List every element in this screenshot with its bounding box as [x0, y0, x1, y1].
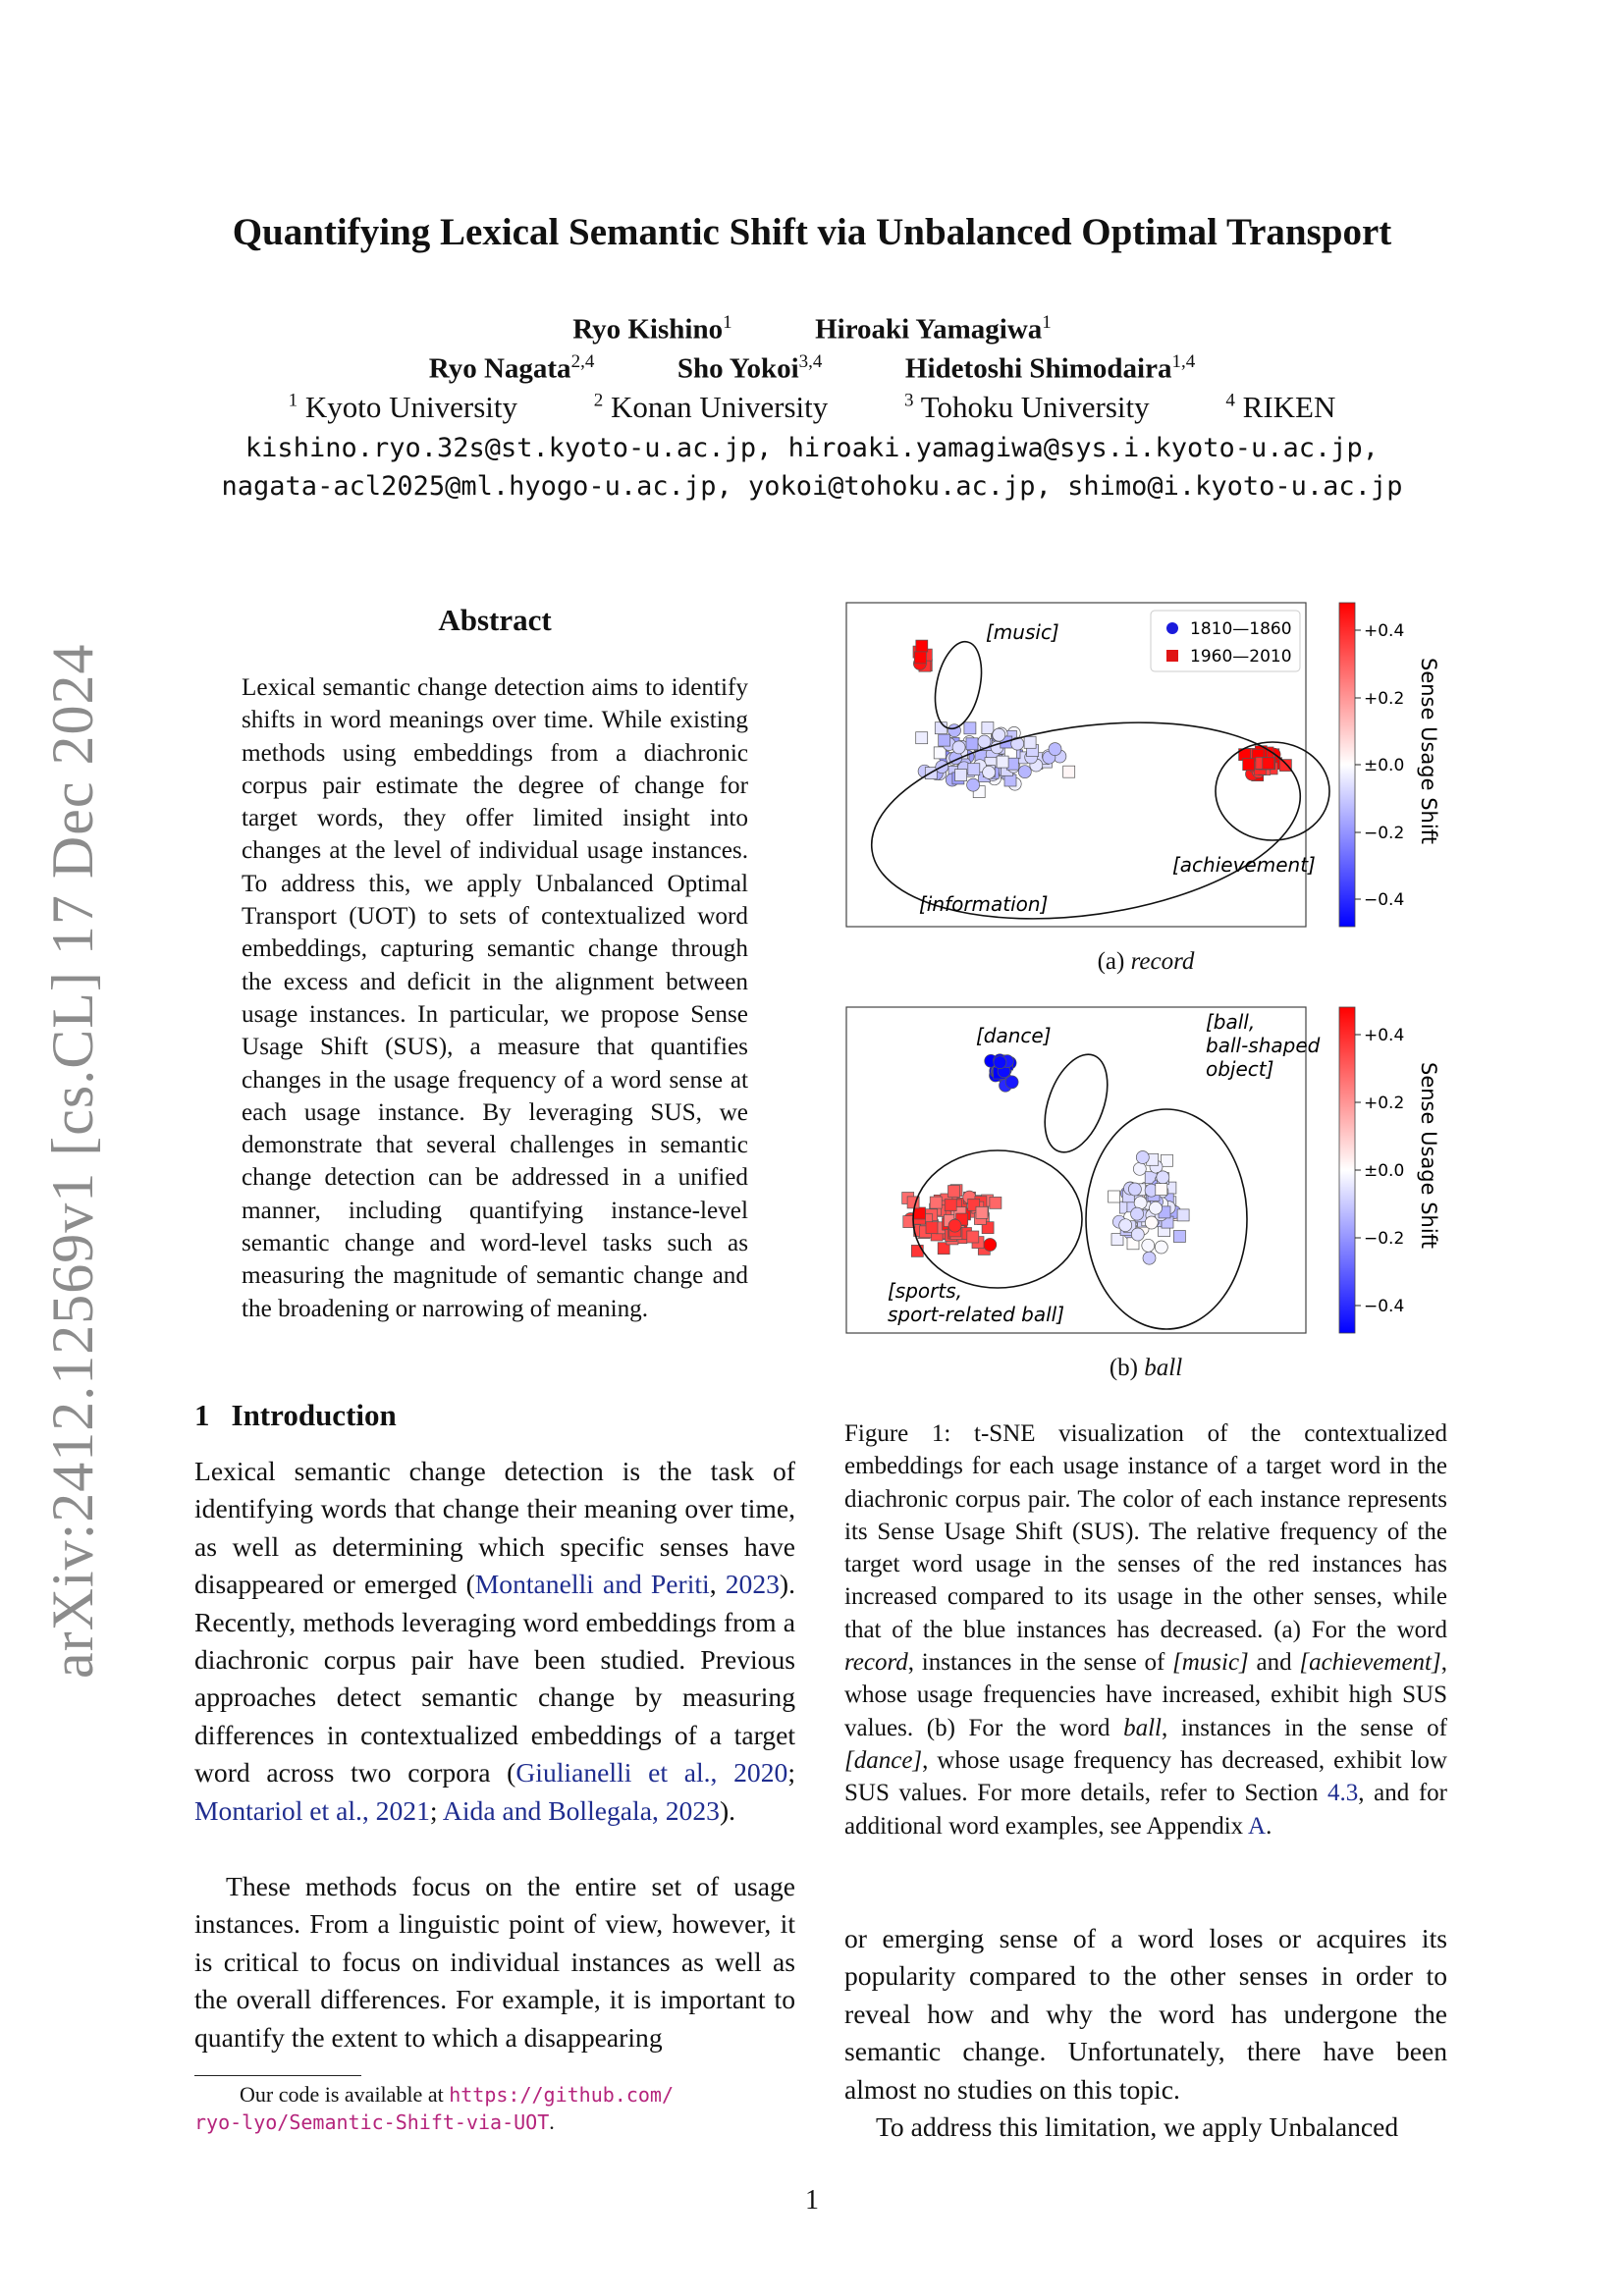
- point-square: [934, 747, 946, 759]
- point-circle: [1136, 1151, 1149, 1164]
- author-row-1: [0, 312, 1624, 347]
- email-link[interactable]: shimo@i.kyoto-u.ac.jp: [1067, 471, 1403, 502]
- intro-paragraph-2: [194, 1868, 795, 2056]
- footnote-end: .: [549, 2109, 555, 2134]
- cluster-label-line: sport-related ball]: [888, 1303, 1065, 1326]
- cluster-label: [information]: [919, 892, 1049, 916]
- arxiv-identifier: arXiv:2412.12569v1 [cs.CL] 17 Dec 2024: [40, 643, 105, 1679]
- legend-label: 1810—1860: [1190, 619, 1292, 639]
- point-square: [955, 770, 967, 781]
- point-square: [1162, 1154, 1173, 1166]
- point-square: [967, 1231, 979, 1243]
- code-link[interactable]: https://github.com/: [449, 2083, 674, 2107]
- point-circle: [1049, 743, 1061, 756]
- affiliation-number: 2: [593, 390, 604, 411]
- point-square: [1024, 736, 1036, 748]
- caption-text: and: [1248, 1649, 1300, 1677]
- point-square: [968, 764, 980, 775]
- author-affiliation-mark: 1,4: [1171, 351, 1196, 372]
- code-link[interactable]: ryo-lyo/Semantic-Shift-via-UOT: [194, 2110, 550, 2134]
- subfigure-caption-b: [844, 1355, 1447, 1382]
- email-link[interactable]: yokoi@tohoku.ac.jp: [747, 471, 1036, 502]
- email-line-1: kishino.ryo.32s@st.kyoto-u.ac.jp, hiroaki.yamagiwa@sys.i.kyoto-u.ac.jp,: [244, 433, 1380, 463]
- caption-text: , and for additional word examples, see Appendix: [844, 1780, 1448, 1840]
- caption-word: ball: [1123, 1714, 1162, 1741]
- point-square: [930, 1197, 942, 1208]
- body-text: These methods focus on the entire set of usage instances. From a linguistic point of view, however, it is critical to focus on individual instances as well as the overall differences. For example, it is important to quantify the extent to which a disappearing: [194, 1871, 795, 2053]
- point-circle: [1131, 1207, 1144, 1220]
- appendix-link[interactable]: A: [1248, 1812, 1267, 1840]
- paper-title: Quantifying Lexical Semantic Shift via Unbalanced Optimal Transport: [232, 211, 1392, 253]
- legend-label: 1960—2010: [1190, 647, 1292, 667]
- point-square: [926, 1222, 938, 1234]
- point-circle: [952, 741, 965, 754]
- point-circle: [1143, 1252, 1156, 1264]
- cluster-label: [achievement]: [1172, 853, 1316, 877]
- point-square: [966, 738, 978, 750]
- affiliation-name: Konan University: [611, 390, 829, 424]
- point-circle: [1142, 1239, 1155, 1252]
- citation-link[interactable]: Aida and Bollegala, 2023: [442, 1794, 720, 1826]
- citation-link[interactable]: Montariol et al., 2021: [194, 1794, 430, 1826]
- cluster-outline-sports: [913, 1150, 1082, 1288]
- point-circle: [1133, 1162, 1146, 1175]
- point-square: [976, 1206, 988, 1218]
- point-square: [916, 732, 928, 744]
- point-square: [1243, 759, 1255, 771]
- colorbar-tick-label: −0.4: [1364, 890, 1405, 910]
- abstract-heading: Abstract: [438, 603, 552, 637]
- colorbar-ticks: [1355, 621, 1404, 910]
- footnote-rule: [194, 2075, 361, 2076]
- point-square: [1156, 1184, 1167, 1196]
- point-square: [948, 1186, 960, 1198]
- colorbar-tick-label: ±0.0: [1364, 1161, 1405, 1181]
- legend-marker-square: [1166, 650, 1178, 662]
- point-circle: [994, 1056, 1006, 1069]
- point-square: [935, 722, 947, 734]
- subfigure-label: (a): [1097, 948, 1125, 975]
- subfigure-label: (b): [1109, 1355, 1138, 1381]
- point-square: [964, 722, 976, 734]
- cluster-outline-music: [928, 637, 989, 732]
- section-link[interactable]: 4.3: [1327, 1780, 1359, 1807]
- cluster-label-line: [ball,: [1206, 1010, 1256, 1034]
- subfigure-word: ball: [1144, 1355, 1183, 1381]
- caption-text: .: [1266, 1812, 1272, 1840]
- point-circle: [1119, 1219, 1132, 1232]
- body-text: To address this limitation, we apply Unbalanced: [876, 2111, 1399, 2143]
- author-name: Hiroaki Yamagiwa: [815, 313, 1043, 346]
- author-name: Ryo Kishino: [572, 313, 724, 346]
- body-text: or emerging sense of a word loses or acquires its popularity compared to the other senses in order to reveal how and why the word has undergone the semantic change. Unfortunately, there have been almost no studies on this topic.: [844, 1923, 1447, 2105]
- section-heading: [194, 1398, 397, 1433]
- point-square: [997, 756, 1008, 768]
- author-affiliation-mark: 3,4: [798, 351, 823, 372]
- caption-sense: [achievement]: [1299, 1649, 1441, 1677]
- body-text: Lexical semantic change detection is the task of identifying words that change their meaning over time, as well as determining which specific senses have disappeared or emerged (: [194, 1456, 795, 1600]
- colorbar-tick-label: −0.4: [1364, 1297, 1405, 1316]
- caption-text: , instances in the sense of: [907, 1649, 1172, 1677]
- caption-text: , whose usage frequencies have increased, exhibit high SUS values. (b) For the word: [844, 1649, 1447, 1741]
- point-circle: [1131, 1228, 1144, 1241]
- point-circle: [1155, 1241, 1167, 1254]
- cluster-label-line: ball-shaped: [1206, 1034, 1321, 1057]
- intro-right-column: [844, 1920, 1447, 2146]
- email-line-2: nagata-acl2025@ml.hyogo-u.ac.jp, yokoi@tohoku.ac.jp, shimo@i.kyoto-u.ac.jp: [221, 471, 1403, 502]
- point-circle: [983, 766, 996, 778]
- point-circle: [984, 1239, 997, 1252]
- email-link[interactable]: nagata-acl2025@ml.hyogo-u.ac.jp: [221, 471, 717, 502]
- colorbar-tick-label: +0.2: [1364, 689, 1405, 709]
- figure-label: Figure 1:: [844, 1420, 951, 1447]
- cluster-label: [dance]: [976, 1024, 1052, 1047]
- point-square: [1004, 774, 1016, 786]
- point-square: [982, 722, 994, 734]
- author-affiliation-mark: 1: [723, 312, 732, 333]
- colorbar: [1339, 603, 1355, 927]
- point-square: [1263, 758, 1274, 770]
- figure-1a-record-scatter: [840, 595, 1449, 938]
- colorbar-ticks: [1355, 1026, 1404, 1316]
- figure-caption: [844, 1417, 1447, 1842]
- point-square: [1173, 1231, 1185, 1243]
- point-circle: [948, 1219, 961, 1232]
- point-circle: [1005, 1076, 1018, 1089]
- author-affiliation-mark: 1: [1042, 312, 1052, 333]
- affiliation-name: Tohoku University: [920, 390, 1150, 424]
- point-square: [990, 1197, 1001, 1208]
- cluster-outline-dance: [1033, 1046, 1119, 1161]
- colorbar: [1339, 1007, 1355, 1333]
- point-square: [914, 652, 926, 664]
- email-link[interactable]: kishino.ryo.32s@st.kyoto-u.ac.jp: [244, 433, 757, 463]
- email-link[interactable]: hiroaki.yamagiwa@sys.i.kyoto-u.ac.jp,: [787, 433, 1380, 463]
- colorbar-label: Sense Usage Shift: [1417, 658, 1440, 844]
- point-circle: [978, 735, 991, 748]
- colorbar-label: Sense Usage Shift: [1417, 1062, 1440, 1249]
- author-row-2: [0, 351, 1624, 386]
- caption-sense: [dance]: [844, 1746, 923, 1774]
- caption-text: t-SNE visualization of the contextualized embeddings for each usage instance of a target word in the diachronic corpus pair. The color of each instance represents its Sense Usage Shift (SUS). The relative frequency of the target word usage in the senses of the red instances has increased compared to its usage in the other senses, while that of the blue instances has decreased. (a) For the word: [844, 1420, 1448, 1643]
- point-square: [939, 734, 950, 746]
- point-square: [911, 1245, 923, 1256]
- footnote: [194, 2081, 795, 2136]
- intro-paragraph-1: Lexical semantic change detection is the task of identifying words that change their meaning over time, as well as determining which specific senses have disappeared or emerged (Montanelli and Periti, 2023). Recently, methods leveraging word embeddings from a diachronic corpus pair have been studied. Previous approaches detect semantic change by measuring differences in contextualized embeddings of a target word across two corpora (Giulianelli et al., 2020; Montariol et al., 2021; Aida and Bollegala, 2023).: [194, 1456, 795, 1826]
- point-circle: [1150, 1201, 1163, 1214]
- colorbar-tick-label: −0.2: [1364, 1229, 1405, 1249]
- footnote-text: Our code is available at: [240, 2082, 450, 2107]
- cluster-label: [music]: [986, 620, 1059, 644]
- caption-text: , instances in the sense of: [1161, 1714, 1447, 1741]
- point-square: [1177, 1209, 1189, 1221]
- author-name: Sho Yokoi: [677, 352, 799, 385]
- author-name: Ryo Nagata: [428, 352, 571, 385]
- figure-1b-ball-scatter: [840, 997, 1449, 1341]
- citation-link[interactable]: Giulianelli et al., 2020: [515, 1757, 788, 1789]
- point-circle: [967, 778, 980, 791]
- citation-link[interactable]: Montanelli and Periti: [474, 1569, 710, 1600]
- affiliation-number: 1: [288, 390, 298, 411]
- colorbar-tick-label: −0.2: [1364, 824, 1405, 843]
- affiliation-name: RIKEN: [1242, 390, 1336, 424]
- body-text: ).: [719, 1794, 736, 1826]
- colorbar-tick-label: +0.4: [1364, 1026, 1405, 1045]
- affiliation-name: Kyoto University: [304, 390, 517, 424]
- subfigure-caption-a: [844, 948, 1447, 976]
- point-circle: [993, 728, 1005, 741]
- subfigure-word: record: [1130, 948, 1195, 975]
- body-text: ). Recently, methods leveraging word embeddings from a diachronic corpus pair have been studied. Previous approaches detect semantic change by measuring differences in contextualized embeddings of a target word across two corpora (: [194, 1569, 795, 1789]
- colorbar-tick-label: ±0.0: [1364, 756, 1405, 775]
- point-circle: [1018, 766, 1031, 778]
- point-square: [914, 1207, 926, 1219]
- affiliation-number: 4: [1225, 390, 1235, 411]
- author-affiliation-mark: 2,4: [570, 351, 595, 372]
- colorbar-tick-label: +0.2: [1364, 1094, 1405, 1113]
- affiliation-number: 3: [904, 390, 914, 411]
- point-square: [945, 1200, 956, 1211]
- caption-text: , whose usage frequency has decreased, exhibit low SUS values. For more details, refer to Section: [844, 1746, 1447, 1807]
- colorbar-tick-label: +0.4: [1364, 621, 1405, 641]
- cluster-label-line: object]: [1206, 1057, 1274, 1081]
- legend-marker-circle: [1166, 622, 1178, 634]
- point-square: [1109, 1191, 1120, 1202]
- affiliations: [0, 390, 1624, 425]
- page-number: 1: [805, 2185, 819, 2216]
- point-square: [1063, 766, 1075, 777]
- scatter-points: [902, 1054, 1189, 1264]
- section-number: 1: [194, 1398, 210, 1432]
- caption-sense: [music]: [1172, 1649, 1249, 1677]
- section-title: Introduction: [231, 1398, 397, 1432]
- point-circle: [1157, 1171, 1169, 1184]
- point-square: [916, 640, 928, 652]
- point-circle: [1128, 1183, 1141, 1196]
- abstract-text: Lexical semantic change detection aims to identify shifts in word meanings over time. While existing methods using embeddings from a diachronic corpus pair estimate the degree of change for target words, they offer limited insight into changes at the level of individual usage instances. To address this, we apply Unbalanced Optimal Transport (UOT) to sets of contextualized word embeddings, capturing semantic change through the excess and deficit in the alignment between usage instances. In particular, we propose Sense Usage Shift (SUS), a measure that quantifies changes in the usage frequency of a word sense at each usage instance. By leveraging SUS, we demonstrate that several challenges in semantic change detection can be addressed in a unified manner, including quantifying instance-level semantic change and word-level tasks such as measuring the magnitude of semantic change and the broadening or narrowing of meaning.: [242, 674, 748, 1322]
- caption-word: record: [844, 1649, 908, 1677]
- citation-link[interactable]: 2023: [725, 1569, 780, 1600]
- author-name: Hidetoshi Shimodaira: [904, 352, 1172, 385]
- cluster-label-line: [sports,: [888, 1279, 962, 1303]
